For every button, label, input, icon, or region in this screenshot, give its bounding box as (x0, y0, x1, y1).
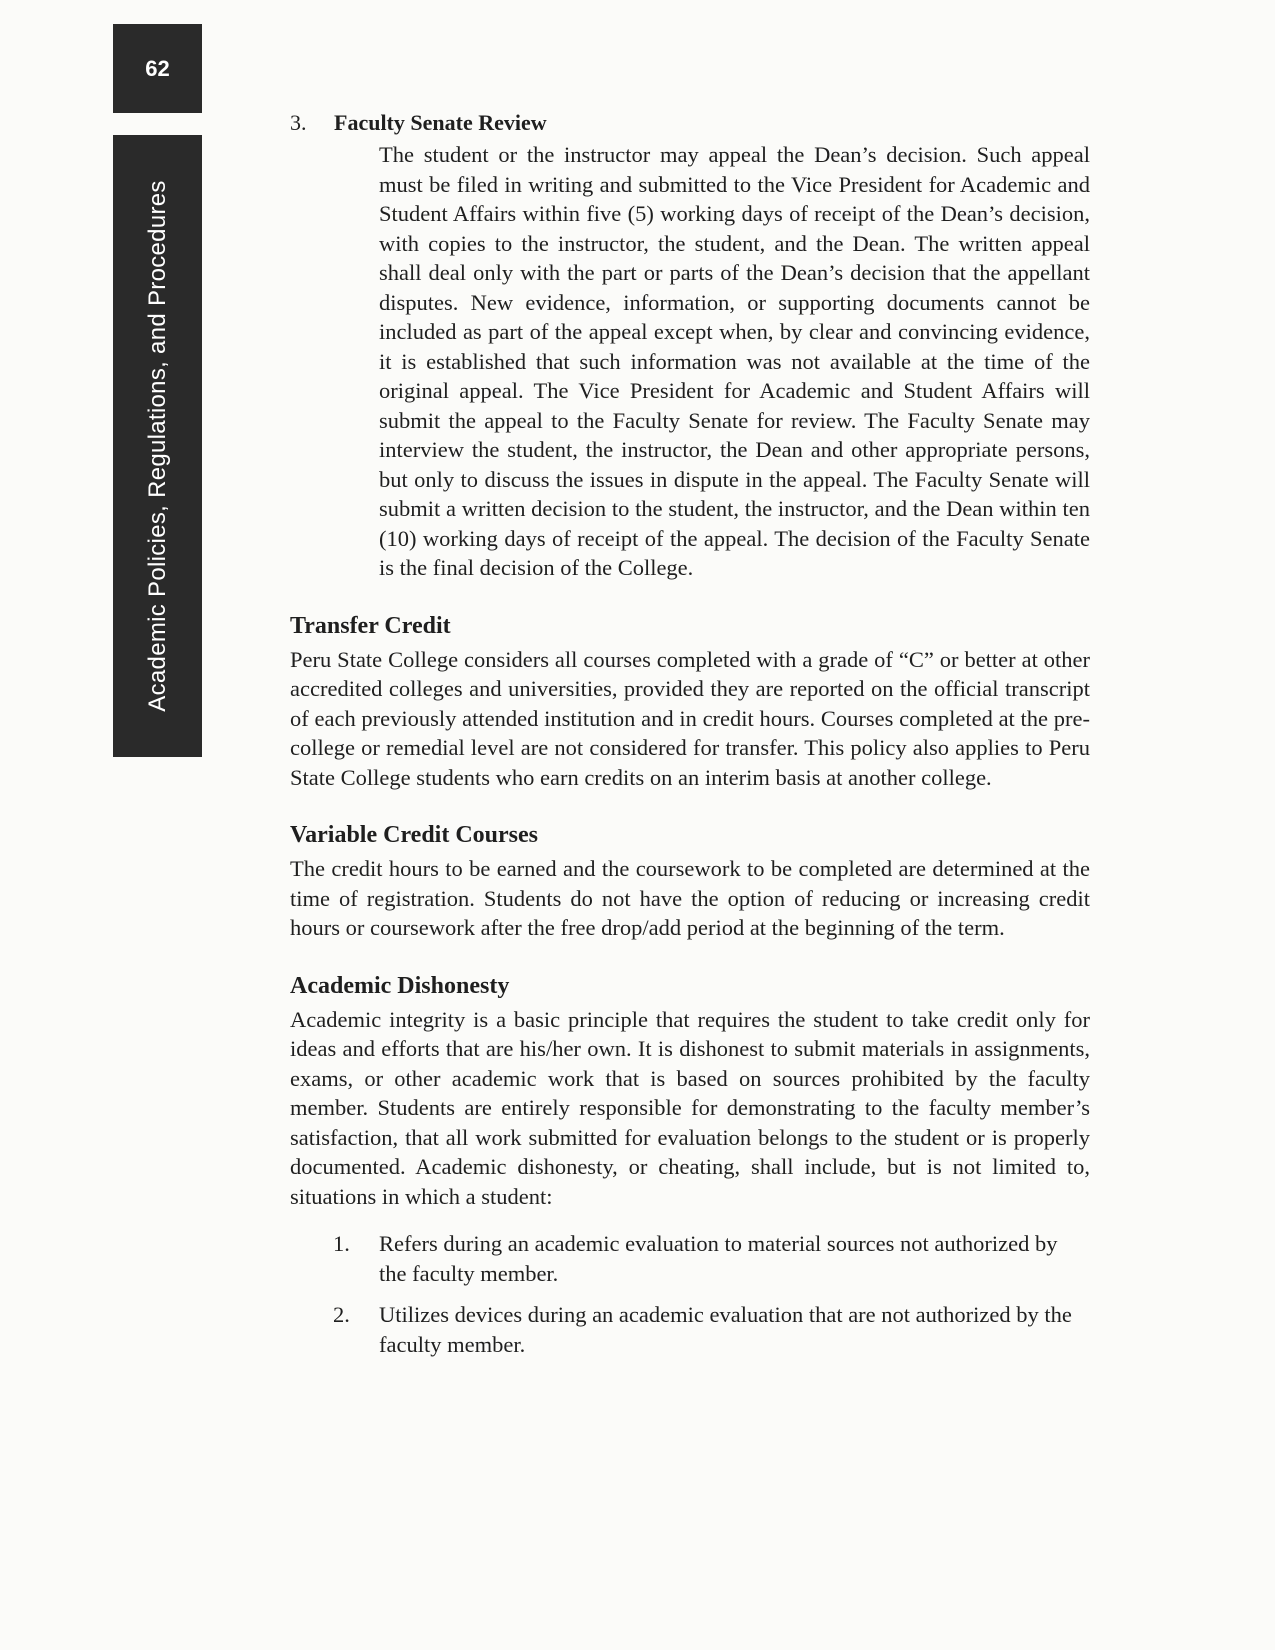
transfer-credit-heading: Transfer Credit (290, 612, 451, 639)
transfer-credit-section (290, 611, 1090, 793)
section-side-tab (113, 135, 202, 757)
variable-credit-heading: Variable Credit Courses (290, 822, 538, 848)
page-content (290, 110, 1090, 1371)
faculty-senate-review-body: The student or the instructor may appeal the Dean’s decision. Such appeal must be filed in writing and submitted to the Vice President for Academic and Student Affairs within five (5) working days of receipt of the Dean’s decision, with copies to the instructor, the student, and the Dean. The written appeal shall deal only with the part or parts of the Dean’s decision that the appellant disputes. New evidence, information, or supporting documents cannot be included as part of the appeal except when, by clear and convincing evidence, it is established that such information was not available at the time of the original appeal. The Vice President for Academic and Student Affairs will submit the appeal to the Faculty Senate for review. The Faculty Senate may interview the student, the instructor, the Dean and other appropriate persons, but only to discuss the issues in dispute in the appeal. The Faculty Senate will submit a written decision to the student, the instructor, and the Dean within ten (10) working days of receipt of the appeal. The decision of the Faculty Senate is the final decision of the College. (379, 142, 1090, 580)
subsection-title: Faculty Senate Review (334, 110, 547, 135)
page-number: 62 (113, 24, 202, 113)
list-item-number: 2. (333, 1302, 350, 1327)
list-item-text: Utilizes devices during an academic evaluation that are not authorized by the faculty member. (379, 1302, 1072, 1357)
list-item (290, 1300, 1090, 1359)
dishonesty-list (290, 1229, 1090, 1359)
academic-dishonesty-body: Academic integrity is a basic principle that requires the student to take credit only for ideas and efforts that are his/her own. It is dishonest to submit materials in assignments, exams, or other academic work that is based on sources prohibited by the faculty member. Students are entirely responsible for demonstrating to the faculty member’s satisfaction, that all work submitted for evaluation belongs to the student or is properly documented. Academic dishonesty, or cheating, shall include, but is not limited to, situations in which a student: (290, 1006, 1090, 1209)
list-item-number: 1. (333, 1231, 350, 1256)
section-side-tab-label: Academic Policies, Regulations, and Procedures (143, 180, 171, 712)
list-item (290, 1229, 1090, 1288)
academic-dishonesty-heading: Academic Dishonesty (290, 972, 510, 999)
transfer-credit-body: Peru State College considers all courses completed with a grade of “C” or better at other accredited colleges and universities, provided they are reported on the official transcript of each previously attended institution and in credit hours. Courses completed at the pre-college or remedial level are not considered for transfer. This policy also applies to Peru State College students who earn credits on an interim basis at another college. (290, 646, 1090, 790)
faculty-senate-review-heading (290, 110, 1090, 136)
academic-dishonesty-section (290, 971, 1090, 1360)
variable-credit-section (290, 820, 1090, 943)
list-item-text: Refers during an academic evaluation to material sources not authorized by the faculty member. (379, 1231, 1058, 1286)
subsection-number: 3. (290, 110, 307, 135)
variable-credit-body: The credit hours to be earned and the coursework to be completed are determined at the time of registration. Students do not have the option of reducing or increasing credit hours or coursework after the free drop/add period at the beginning of the term. (290, 856, 1090, 940)
